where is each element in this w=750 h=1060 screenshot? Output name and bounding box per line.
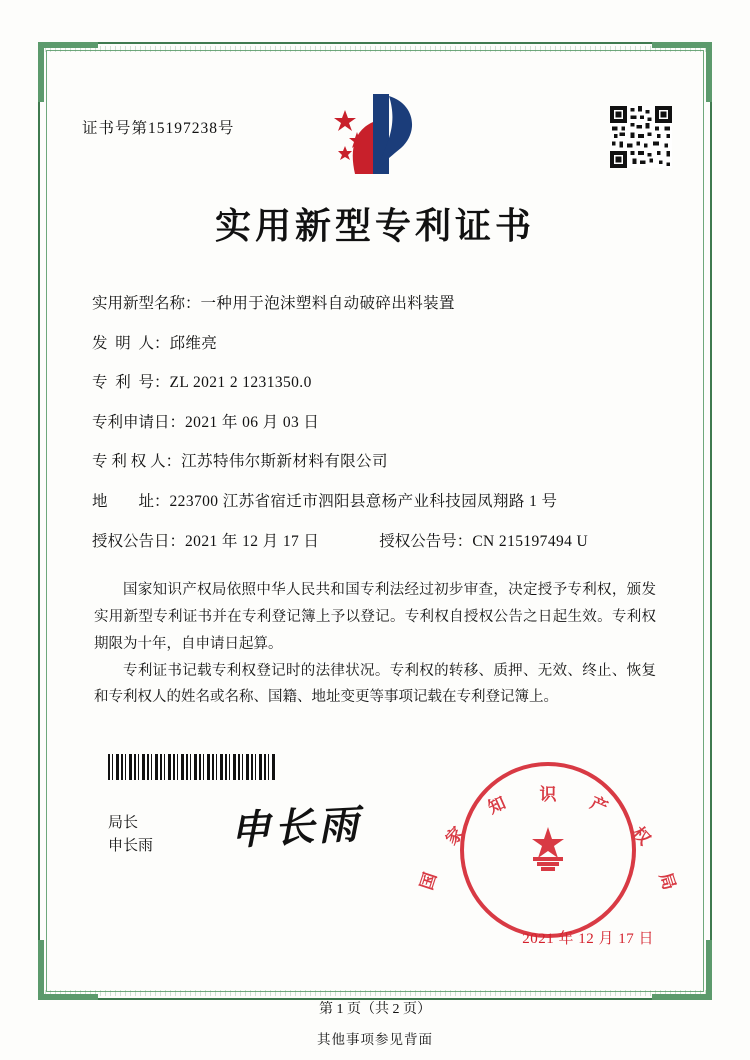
field-patent-number <box>92 374 680 393</box>
field-value: 一种用于泡沫塑料自动破碎出料装置 <box>200 295 455 312</box>
legal-text <box>60 577 690 711</box>
guilloche-top <box>40 46 710 52</box>
director-name: 申长雨 <box>108 838 154 855</box>
field-patentee <box>92 453 680 472</box>
official-seal <box>416 762 680 938</box>
qr-code-icon <box>610 106 672 168</box>
seal-ring-text: 国 家 知 识 产 权 局 <box>416 785 680 893</box>
field-utility-model-name <box>92 295 680 314</box>
field-inventor <box>92 335 680 354</box>
field-value: 江苏特伟尔斯新材料有限公司 <box>181 453 388 471</box>
certificate-number: 证书号第15197238号 <box>82 120 235 137</box>
field-value: 2021 年 06 月 03 日 <box>185 413 320 431</box>
field-value: 2021 年 12 月 17 日 <box>185 532 320 550</box>
national-emblem-icon <box>521 823 575 877</box>
field-value: ZL 2021 2 1231350.0 <box>169 374 312 392</box>
cnipa-logo-icon <box>315 88 435 180</box>
seal-date: 2021 年 12 月 17 日 <box>522 931 654 947</box>
signature-area <box>60 744 690 954</box>
director-block <box>108 812 153 859</box>
field-grant-announcement <box>92 533 680 552</box>
guilloche-bottom <box>40 990 710 996</box>
field-address <box>92 493 680 512</box>
handwritten-signature: 申长雨 <box>229 801 364 854</box>
field-label: 实用新型名称： <box>92 295 201 312</box>
page-number: 第 1 页（共 2 页） <box>319 1002 431 1017</box>
field-label-secondary: 授权公告号： <box>379 532 473 550</box>
field-label: 专 利 号： <box>92 374 170 392</box>
footer-note: 其他事项参见背面 <box>317 1032 433 1047</box>
field-application-date <box>92 414 680 433</box>
field-value-secondary: CN 215197494 U <box>472 532 589 550</box>
certificate-header <box>60 66 690 176</box>
director-title: 局长 <box>108 815 139 831</box>
page-title: 实用新型专利证书 <box>214 206 535 246</box>
legal-paragraph-2: 专利证书记载专利权登记时的法律状况。专利权的转移、质押、无效、终止、恢复和专利权人的姓名或名称、国籍、地址变更等事项记载在专利登记簿上。 <box>94 662 656 706</box>
field-label: 专 利 权 人： <box>92 453 182 471</box>
legal-paragraph-1: 国家知识产权局依照中华人民共和国专利法经过初步审查，决定授予专利权，颁发实用新型专利证书并在专利登记簿上予以登记。专利权自授权公告之日起生效。专利权期限为十年，自申请日起算。 <box>94 582 656 652</box>
field-value: 223700 江苏省宿迁市泗阳县意杨产业科技园凤翔路 1 号 <box>169 492 558 510</box>
certificate-content <box>60 66 690 980</box>
field-value: 邱维亮 <box>169 334 218 352</box>
field-list <box>60 295 690 551</box>
field-label: 专利申请日： <box>92 413 186 431</box>
field-label: 地 址： <box>92 492 170 510</box>
barcode <box>108 754 276 780</box>
field-label: 发 明 人： <box>92 334 170 352</box>
field-label: 授权公告日： <box>92 532 186 550</box>
